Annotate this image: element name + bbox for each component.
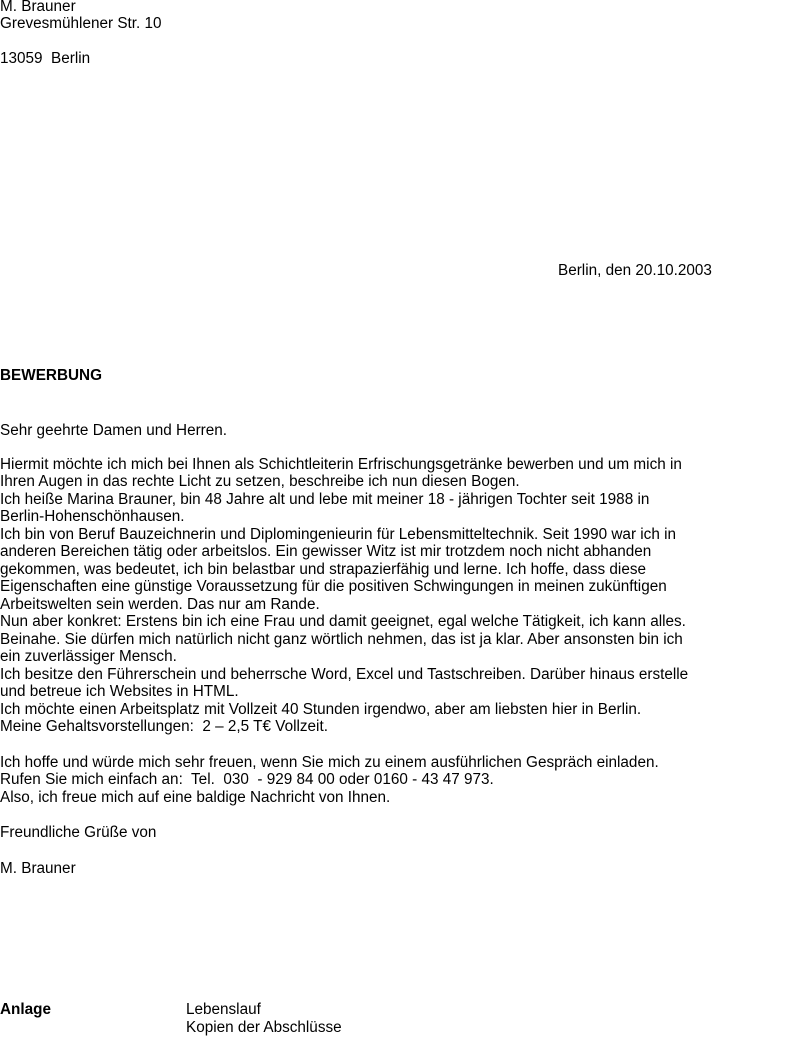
body-line: Nun aber konkret: Erstens bin ich eine Frau und damit geeignet, egal welche Tätigkeit, ich kann alles. xyxy=(0,613,686,630)
salutation: Sehr geehrte Damen und Herren. xyxy=(0,422,228,439)
body-line: Ich bin von Beruf Bauzeichnerin und Diplomingenieurin für Lebensmitteltechnik. Seit 1990 war ich in xyxy=(0,526,676,543)
sender-city: 13059 Berlin xyxy=(0,50,91,67)
body-line: und betreue ich Websites in HTML. xyxy=(0,683,239,700)
body-line: ein zuverlässiger Mensch. xyxy=(0,648,177,665)
body-line: Beinahe. Sie dürfen mich natürlich nicht ganz wörtlich nehmen, das ist ja klar. Aber ansonsten bin ich xyxy=(0,631,683,648)
greeting: Freundliche Grüße von xyxy=(0,824,157,841)
signature: M. Brauner xyxy=(0,860,76,877)
body-line: anderen Bereichen tätig oder arbeitslos. Ein gewisser Witz ist mir trotzdem noch nicht abhanden xyxy=(0,543,652,560)
enclosure-item: Kopien der Abschlüsse xyxy=(186,1019,342,1036)
body-line: Meine Gehaltsvorstellungen: 2 – 2,5 T€ Vollzeit. xyxy=(0,718,328,735)
body-line: Ich heiße Marina Brauner, bin 48 Jahre alt und lebe mit meiner 18 - jährigen Tochter seit 1988 in xyxy=(0,491,650,508)
sender-name: M. Brauner xyxy=(0,0,76,15)
body-line: Ich besitze den Führerschein und beherrsche Word, Excel und Tastschreiben. Darüber hinaus erstelle xyxy=(0,666,689,683)
body-line: Berlin-Hohenschönhausen. xyxy=(0,508,185,525)
enclosures-label: Anlage xyxy=(0,1001,51,1018)
body-line: Ich möchte einen Arbeitsplatz mit Vollzeit 40 Stunden irgendwo, aber am liebsten hier in Berlin. xyxy=(0,701,642,718)
body-line: gekommen, was bedeutet, ich bin belastbar und strapazierfähig und lerne. Ich hoffe, dass diese xyxy=(0,561,646,578)
closing-line: Also, ich freue mich auf eine baldige Nachricht von Ihnen. xyxy=(0,789,391,806)
closing-line: Rufen Sie mich einfach an: Tel. 030 - 929 84 00 oder 0160 - 43 47 973. xyxy=(0,771,494,788)
body-line: Eigenschaften eine günstige Voraussetzung für die positiven Schwingungen in meinen zukünftigen xyxy=(0,578,667,595)
body-line: Hiermit möchte ich mich bei Ihnen als Schichtleiterin Erfrischungsgetränke bewerben und um mich in xyxy=(0,456,682,473)
body-line: Arbeitswelten sein werden. Das nur am Rande. xyxy=(0,596,320,613)
enclosure-item: Lebenslauf xyxy=(186,1001,261,1018)
body-line: Ihren Augen in das rechte Licht zu setzen, beschreibe ich nun diesen Bogen. xyxy=(0,473,520,490)
date-line: Berlin, den 20.10.2003 xyxy=(558,262,712,279)
subject: BEWERBUNG xyxy=(0,367,102,384)
sender-street: Grevesmühlener Str. 10 xyxy=(0,15,162,32)
closing-line: Ich hoffe und würde mich sehr freuen, wenn Sie mich zu einem ausführlichen Gespräch einladen. xyxy=(0,754,659,771)
